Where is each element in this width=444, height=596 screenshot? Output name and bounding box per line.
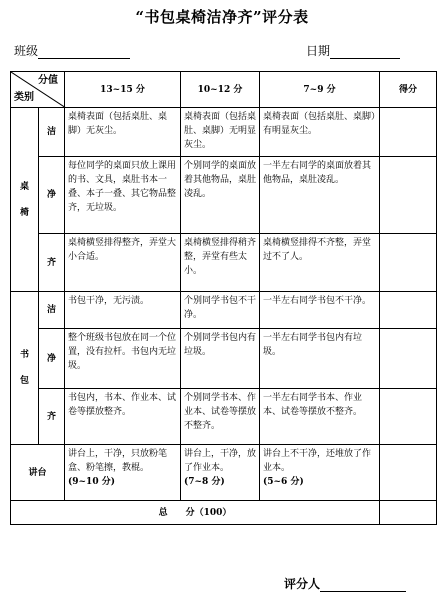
total-score-input-cell[interactable] (380, 501, 437, 525)
table-row (11, 292, 437, 329)
score-input-cell[interactable] (380, 108, 437, 157)
criteria-cell: 桌椅表面（包括桌肚、桌脚）无灰尘。 (65, 108, 181, 157)
date-field (306, 42, 400, 59)
col-header-13-15: 13~15 分 (65, 72, 181, 108)
table-row (11, 234, 437, 292)
criteria-cell (260, 445, 380, 501)
criteria-text: 讲台上，干净，只放粉笔盒、粉笔擦，教棍。 (68, 449, 168, 473)
criteria-cell (65, 445, 181, 501)
date-blank-line[interactable] (330, 46, 400, 59)
category-desk-char-2: 椅 (19, 207, 29, 218)
criteria-cell: 桌椅横竖排得不齐整，弄堂过不了人。 (260, 234, 380, 292)
category-header-label: 类别 (14, 92, 34, 103)
category-bag-char-1: 书 (19, 350, 29, 360)
criteria-cell: 个别同学书本、作业本、试卷等摆放不整齐。 (181, 389, 260, 445)
criteria-cell: 桌椅横竖排得整齐，弄堂大小合适。 (65, 234, 181, 292)
table-row (11, 108, 437, 157)
sub-category-tidy: 净 (39, 157, 65, 234)
criteria-cell: 个别同学书包不干净。 (181, 292, 260, 329)
grader-label: 评分人 (284, 577, 321, 591)
table-row (11, 389, 437, 445)
col-header-score: 得分 (380, 72, 437, 108)
total-row (11, 501, 437, 525)
criteria-score-range: (9~10 分) (68, 477, 115, 487)
criteria-cell: 一半左右同学的桌面放着其他物品，桌肚凌乱。 (260, 157, 380, 234)
page-title: “书包桌椅洁净齐”评分表 (135, 8, 309, 26)
sub-category-neat: 齐 (39, 234, 65, 292)
sub-category-neat: 齐 (39, 389, 65, 445)
score-input-cell[interactable] (380, 445, 437, 501)
criteria-cell: 书包干净，无污渍。 (65, 292, 181, 329)
category-bag-char-2: 包 (19, 376, 29, 386)
sub-category-clean: 洁 (39, 292, 65, 329)
criteria-cell: 个别同学书包内有垃圾。 (181, 329, 260, 389)
category-bag (11, 292, 39, 445)
diagonal-header-cell (11, 72, 65, 108)
criteria-cell: 一半左右同学书本、作业本、试卷等摆放不整齐。 (260, 389, 380, 445)
category-desk-char-1: 桌 (19, 181, 29, 192)
sub-category-clean: 洁 (39, 108, 65, 157)
criteria-cell: 书包内，书本、作业本、试卷等摆放整齐。 (65, 389, 181, 445)
sub-category-tidy: 净 (39, 329, 65, 389)
criteria-cell: 桌椅表面（包括桌肚、桌脚）无明显灰尘。 (181, 108, 260, 157)
criteria-cell: 桌椅表面（包括桌肚、桌脚）有明显灰尘。 (260, 108, 380, 157)
class-field (14, 42, 130, 59)
score-input-cell[interactable] (380, 234, 437, 292)
score-table (10, 71, 437, 525)
class-label: 班级 (14, 44, 39, 58)
criteria-text: 讲台上不干净，还堆放了作业本。 (263, 449, 372, 473)
criteria-cell: 一半左右同学书包不干净。 (260, 292, 380, 329)
criteria-cell (181, 445, 260, 501)
header-row (11, 72, 437, 108)
score-header-label: 分值 (38, 75, 58, 86)
grader-blank-line[interactable] (320, 579, 406, 592)
criteria-cell: 一半左右同学书包内有垃圾。 (260, 329, 380, 389)
class-blank-line[interactable] (38, 46, 130, 59)
col-header-7-9: 7~9 分 (260, 72, 380, 108)
criteria-cell: 整个班级书包放在同一个位置，没有拉杆。书包内无垃圾。 (65, 329, 181, 389)
score-input-cell[interactable] (380, 389, 437, 445)
criteria-cell: 每位同学的桌面只放上课用的书、文具，桌肚书本一叠、本子一叠、其它物品整齐，无垃圾。 (65, 157, 181, 234)
score-input-cell[interactable] (380, 292, 437, 329)
date-label: 日期 (306, 44, 331, 58)
criteria-score-range: (5~6 分) (263, 477, 304, 487)
table-row (11, 157, 437, 234)
table-row (11, 329, 437, 389)
grader-field (284, 575, 406, 592)
table-row (11, 445, 437, 501)
col-header-10-12: 10~12 分 (181, 72, 260, 108)
total-label: 总 分（100） (11, 501, 380, 525)
criteria-score-range: (7~8 分) (184, 477, 225, 487)
criteria-text: 讲台上，干净，放了作业本。 (184, 449, 257, 473)
category-desk (11, 108, 39, 292)
criteria-cell: 个别同学的桌面放着其他物品，桌肚凌乱。 (181, 157, 260, 234)
score-input-cell[interactable] (380, 329, 437, 389)
criteria-cell: 桌椅横竖排得稍齐整，弄堂有些太小。 (181, 234, 260, 292)
category-podium: 讲台 (11, 445, 65, 501)
score-input-cell[interactable] (380, 157, 437, 234)
